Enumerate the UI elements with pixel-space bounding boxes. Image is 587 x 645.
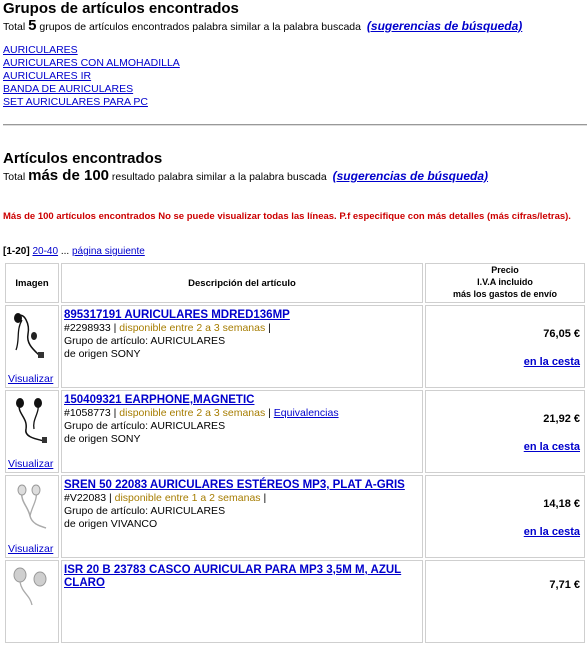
- product-title-link[interactable]: 895317191 AURICULARES MDRED136MP: [64, 309, 290, 321]
- group-list: [3, 44, 180, 109]
- pager-next-page[interactable]: página siguiente: [71, 246, 145, 257]
- add-to-cart-link[interactable]: en la cesta: [523, 356, 580, 368]
- earphone-thumbnail-icon: [10, 565, 54, 615]
- availability-text: disponible entre 1 a 2 semanas: [114, 492, 261, 504]
- product-origin: de origen VIVANCO: [64, 518, 158, 530]
- articles-suggestions-link[interactable]: (sugerencias de búsqueda): [332, 169, 489, 183]
- groups-total-prefix: Total: [3, 21, 26, 33]
- groups-suggestions-link[interactable]: (sugerencias de búsqueda): [366, 19, 523, 33]
- product-image-cell: [5, 305, 59, 388]
- articles-heading: Artículos encontrados: [3, 150, 163, 167]
- table-header-row: [5, 263, 585, 303]
- table-row: [5, 560, 585, 643]
- visualize-link[interactable]: Visualizar: [8, 543, 54, 555]
- product-description-cell: SREN 50 22083 AURICULARES ESTÉREOS MP3, PLAT A-GRIS #V22083 | disponible entre 1 a 2 semanas | Grupo de artículo: AURICULARES de origen VIVANCO: [61, 475, 423, 558]
- group-link-banda-de-auriculares[interactable]: BANDA DE AURICULARES: [3, 83, 134, 95]
- product-ref: #V22083: [64, 492, 107, 504]
- product-image-cell: [5, 390, 59, 473]
- add-to-cart-link[interactable]: en la cesta: [523, 441, 580, 453]
- earphone-thumbnail-icon: [10, 310, 54, 360]
- articles-total-line: [3, 167, 488, 184]
- visualize-link[interactable]: Visualizar: [8, 373, 54, 385]
- availability-text: disponible entre 2 a 3 semanas: [119, 407, 266, 419]
- product-description-cell: 895317191 AURICULARES MDRED136MP #2298933 | disponible entre 2 a 3 semanas | Grupo de artículo: AURICULARES de origen SONY: [61, 305, 423, 388]
- product-ref: #2298933: [64, 322, 111, 334]
- add-to-cart-link[interactable]: en la cesta: [523, 526, 580, 538]
- section-divider: [3, 124, 587, 126]
- price-header-line2: I.V.A incluido: [477, 277, 533, 287]
- product-group: Grupo de artículo: AURICULARES: [64, 420, 226, 432]
- product-image-cell: [5, 475, 59, 558]
- articles-total-prefix: Total: [3, 171, 26, 183]
- group-link-auriculares[interactable]: AURICULARES: [3, 44, 78, 56]
- table-row: [5, 305, 585, 388]
- price-cell: [425, 305, 585, 388]
- equivalences-link[interactable]: Equivalencias: [273, 407, 339, 419]
- price-header-line1: Precio: [491, 265, 519, 275]
- price-value: 76,05 €: [543, 328, 580, 340]
- groups-heading: Grupos de artículos encontrados: [3, 0, 239, 17]
- col-description-header: Descripción del artículo: [61, 263, 423, 303]
- group-link-set-auriculares-pc[interactable]: SET AURICULARES PARA PC: [3, 96, 148, 108]
- pager-ellipsis: ...: [60, 246, 70, 257]
- pager-next-range[interactable]: 20-40: [32, 246, 59, 257]
- col-price-header: [425, 263, 585, 303]
- price-cell: [425, 475, 585, 558]
- col-image-header: Imagen: [5, 263, 59, 303]
- product-origin: de origen SONY: [64, 433, 141, 445]
- articles-total-suffix: resultado palabra similar a la palabra buscada: [111, 171, 327, 183]
- pagination: [3, 246, 145, 257]
- articles-total-count: más de 100: [28, 167, 109, 184]
- group-link-auriculares-con-almohadilla[interactable]: AURICULARES CON ALMOHADILLA: [3, 57, 180, 69]
- groups-total-line: [3, 17, 522, 34]
- visualize-link[interactable]: Visualizar: [8, 458, 54, 470]
- price-header-line3: más los gastos de envío: [452, 289, 558, 299]
- product-description-cell: 150409321 EARPHONE,MAGNETIC #1058773 | disponible entre 2 a 3 semanas | Equivalencias Grupo de artículo: AURICULARES de origen SONY: [61, 390, 423, 473]
- product-origin: de origen SONY: [64, 348, 141, 360]
- product-ref: #1058773: [64, 407, 111, 419]
- price-cell: [425, 560, 585, 643]
- groups-total-suffix: grupos de artículos encontrados palabra similar a la palabra buscada: [39, 21, 361, 33]
- pager-current: [1-20]: [3, 246, 30, 257]
- earphone-thumbnail-icon: [10, 480, 54, 530]
- product-title-link[interactable]: ISR 20 B 23783 CASCO AURICULAR PARA MP3 3,5M M, AZUL CLARO: [64, 564, 402, 589]
- table-row: [5, 390, 585, 473]
- group-link-auriculares-ir[interactable]: AURICULARES IR: [3, 70, 92, 82]
- price-value: 21,92 €: [543, 413, 580, 425]
- too-many-results-warning: Más de 100 artículos encontrados No se puede visualizar todas las líneas. P.f especifique con más detalles (más cifras/letras).: [3, 211, 571, 222]
- product-image-cell: [5, 560, 59, 643]
- product-group: Grupo de artículo: AURICULARES: [64, 505, 226, 517]
- product-description-cell: [61, 560, 423, 643]
- earphone-thumbnail-icon: [10, 395, 54, 445]
- availability-text: disponible entre 2 a 3 semanas: [119, 322, 266, 334]
- price-value: 7,71 €: [549, 579, 580, 591]
- product-title-link[interactable]: SREN 50 22083 AURICULARES ESTÉREOS MP3, PLAT A-GRIS: [64, 479, 405, 491]
- groups-total-count: 5: [28, 17, 37, 34]
- results-table: [3, 261, 587, 645]
- table-row: [5, 475, 585, 558]
- product-title-link[interactable]: 150409321 EARPHONE,MAGNETIC: [64, 394, 255, 406]
- product-group: Grupo de artículo: AURICULARES: [64, 335, 226, 347]
- price-cell: [425, 390, 585, 473]
- price-value: 14,18 €: [543, 498, 580, 510]
